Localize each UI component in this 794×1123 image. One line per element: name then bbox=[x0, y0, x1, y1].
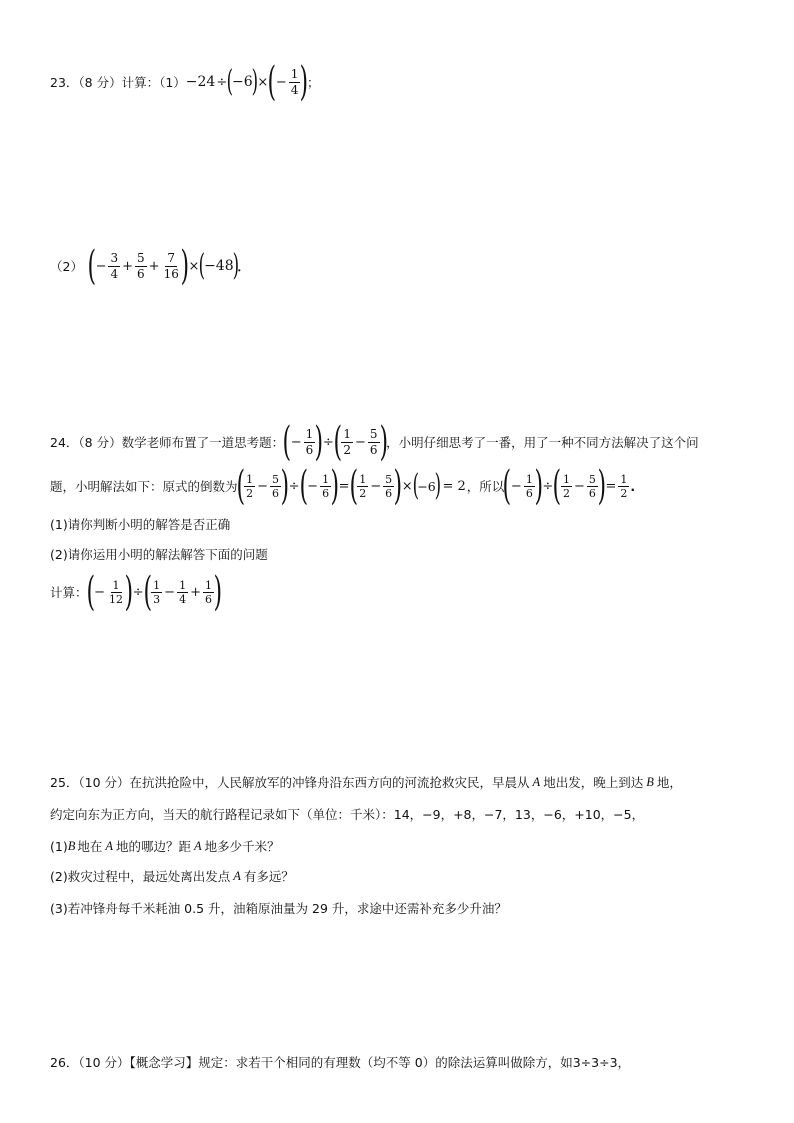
q23-p1-div: ÷ bbox=[216, 74, 228, 90]
q23-p1-a: −24 bbox=[185, 74, 216, 90]
q25-sub1: (1) B 地在 A 地的哪边？距 A 地多少千米？ bbox=[50, 838, 280, 854]
q24-sub1: (1)请你判断小明的解答是否正确 bbox=[50, 517, 231, 532]
q23-p1-fraction: $\frac{1}{4}$ bbox=[290, 66, 299, 97]
q24-head: 24．（8 分）数学老师布置了一道思考题： bbox=[50, 435, 285, 450]
q24-line1-tail: ，小明仔细思考了一番，用了一种不同方法解决了这个问 bbox=[386, 435, 699, 450]
q24-line2-head: 题，小明解法如下：原式的倒数为 bbox=[50, 479, 238, 494]
q23-p2-frac1: $\frac{3}{4}$ bbox=[110, 250, 119, 281]
q23-p1-b: −6 bbox=[231, 74, 253, 90]
q23-p2-head: （2） bbox=[50, 259, 83, 274]
q23-p1-end: ； bbox=[307, 75, 320, 90]
q25-line2: 约定向东为正方向，当天的航行路程记录如下（单位：千米）：14，−9，+8，−7，13，−6，+10，−5， bbox=[50, 807, 645, 822]
q23-head: 23．（8 分）计算：（1） bbox=[50, 75, 186, 90]
q23-part2: （2） ( − $\frac{3}{4}$ + $\frac{5}{6}$ + $\frac{7}{16}$ ) × ( −48 ) ． bbox=[50, 243, 250, 289]
q24-line1: 24．（8 分）数学老师布置了一道思考题： ( − $\frac{1}{6}$ ) ÷ ( $\frac{1}{2}$ − $\frac{5}{6}$ ) ，小明仔细思考了一番，用了一种不同方法解决了这个问 bbox=[50, 419, 699, 465]
q23-p1-minus: − bbox=[275, 74, 287, 90]
q24-ex-frac3: $\frac{5}{6}$ bbox=[369, 426, 378, 457]
q24-calc: 计算： ( − $\frac{1}{12}$ ) ÷ ( $\frac{1}{3}$ − $\frac{1}{4}$ + $\frac{1}{6}$ ) bbox=[50, 569, 223, 615]
q24-line2: 题，小明解法如下：原式的倒数为 ( $\frac{1}{2}$ − $\frac{5}{6}$ ) ÷ ( − $\frac{1}{6}$ ) = ( $\frac{1}{2}$ − $\frac{5}{6}$ ) × ( −6 ) = 2 ，所以 ( − $\frac{1}{6}$ ) ÷ ( $\frac{1}{2}$ − $\frac{5}{6}$ ) = $\frac{1}{2}$ . bbox=[50, 463, 636, 509]
q23-part1: 23．（8 分）计算：（1） −24 ÷ ( −6 ) × ( − $\frac{1}{4}$ ) ； bbox=[50, 59, 320, 105]
q26-line1: 26．（10 分）【概念学习】规定：求若干个相同的有理数（均不等 0）的除法运算叫做除方，如3÷3÷3， bbox=[50, 1055, 631, 1070]
q25-sub2: (2)救灾过程中，最远处离出发点 A 有多远？ bbox=[50, 868, 294, 884]
q25-line1: 25．（10 分）在抗洪抢险中，人民解放军的冲锋舟沿东西方向的河流抢救灾民，早晨从 A 地出发，晚上到达 B 地， bbox=[50, 774, 682, 790]
q24-sub2: (2)请你运用小明的解法解答下面的问题 bbox=[50, 547, 268, 562]
q25-sub3: (3)若冲锋舟每千米耗油 0.5 升，油箱原油量为 29 升，求途中还需补充多少升油？ bbox=[50, 901, 507, 916]
q23-p1-times: × bbox=[257, 74, 269, 90]
q23-p2-frac2: $\frac{5}{6}$ bbox=[137, 250, 145, 281]
q23-p2-frac3: $\frac{7}{16}$ bbox=[163, 250, 179, 281]
q24-ex-frac1: $\frac{1}{6}$ bbox=[305, 426, 314, 457]
q24-ex-frac2: $\frac{1}{2}$ bbox=[343, 426, 352, 457]
q23-p2-value: −48 bbox=[204, 258, 234, 274]
